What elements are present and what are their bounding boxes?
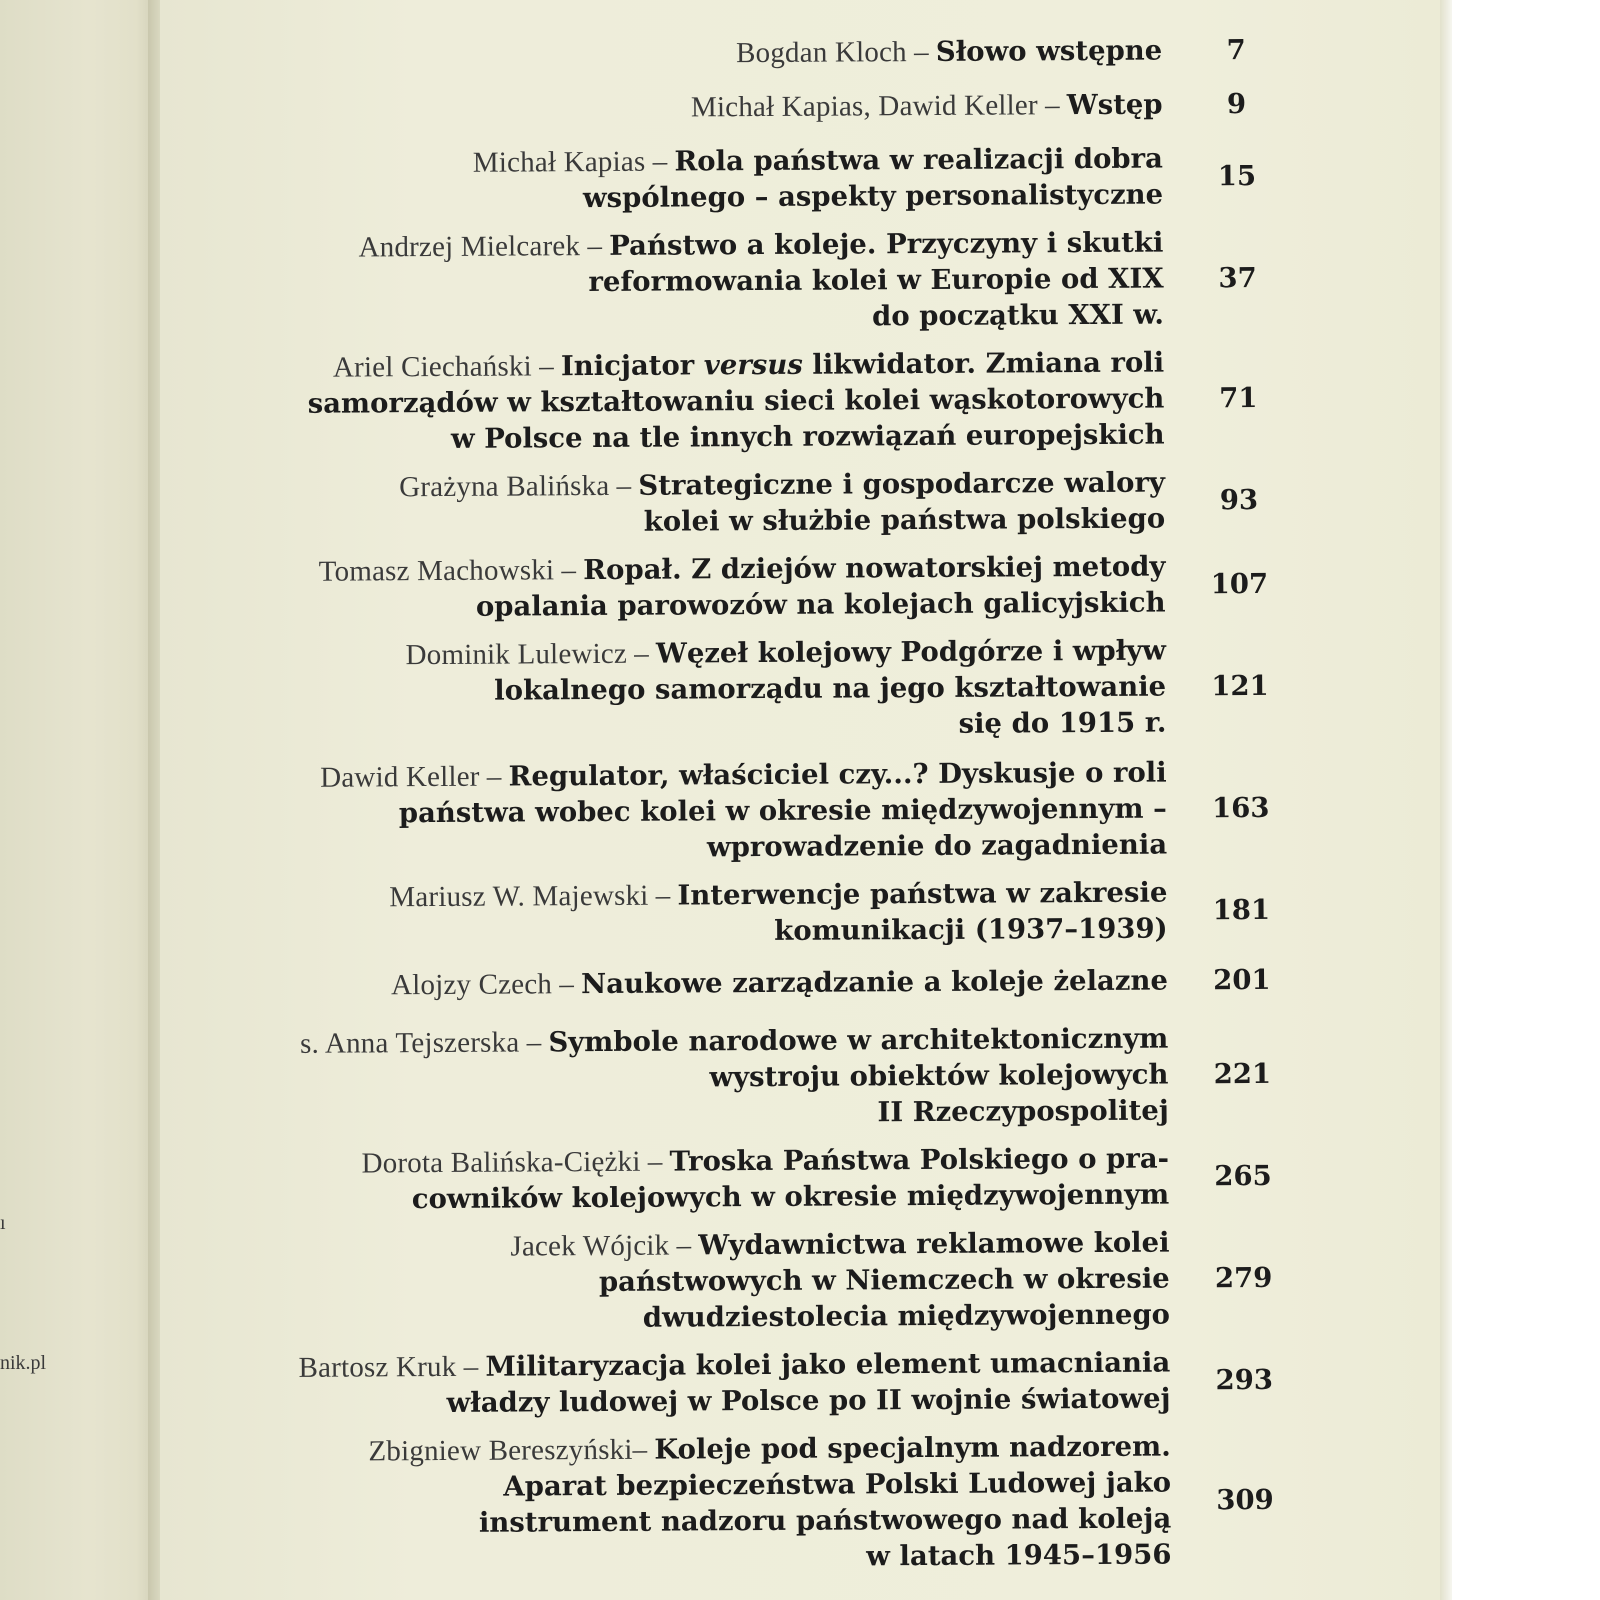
- toc-separator: –: [580, 229, 610, 263]
- toc-separator: –: [632, 1433, 655, 1466]
- toc-page-number: 7: [1226, 34, 1246, 67]
- toc-separator: –: [906, 35, 936, 69]
- toc-title-line: w Polsce na tle innych rozwiązań europejskich: [450, 418, 1165, 455]
- toc-separator: –: [609, 469, 639, 502]
- toc-author: Grażyna Balińska: [399, 469, 610, 504]
- toc-page-number: 309: [1216, 1483, 1274, 1517]
- toc-page-number: 279: [1214, 1261, 1273, 1295]
- toc-entry: [274, 754, 1295, 868]
- toc-author: Tomasz Machowski: [318, 554, 555, 588]
- toc-author: Michał Kapias, Dawid Keller: [690, 89, 1038, 124]
- toc-page-number: 221: [1213, 1057, 1272, 1091]
- toc-entry: [273, 548, 1293, 626]
- toc-title: [548, 1023, 1169, 1129]
- toc-page-number: 107: [1210, 567, 1269, 601]
- toc-entry: [279, 1428, 1300, 1578]
- toc-author: Bartosz Kruk: [298, 1350, 457, 1384]
- toc-title: [677, 877, 1167, 947]
- page-edge: [1440, 0, 1452, 1600]
- toc-entry: [271, 140, 1291, 218]
- table-of-contents: [270, 32, 1299, 1578]
- left-page-fragment: ı: [0, 1212, 6, 1234]
- toc-separator: –: [479, 760, 509, 793]
- toc-entry: [277, 1140, 1297, 1218]
- toc-title-line: II Rzeczypospolitej: [877, 1094, 1169, 1129]
- toc-entry-text: [277, 1225, 1170, 1338]
- toc-page-number: 201: [1213, 963, 1271, 997]
- toc-author: Zbigniew Bereszyński: [368, 1433, 633, 1468]
- left-page: [0, 0, 160, 1600]
- toc-title-line: państwa wobec kolei w okresie międzywojennym –: [398, 792, 1167, 830]
- toc-title-line: Rola państwa w realizacji dobra: [674, 142, 1164, 178]
- toc-page-number: 93: [1219, 483, 1259, 517]
- toc-entry: [278, 1344, 1298, 1422]
- toc-title-line: Koleje pod specjalnym nadzorem.: [654, 1430, 1171, 1466]
- toc-title-line: Strategiczne i gospodarcze walory: [638, 466, 1165, 502]
- toc-separator: –: [551, 968, 582, 1001]
- toc-entry-text: [271, 141, 1164, 218]
- toc-page-number: 293: [1215, 1363, 1274, 1397]
- toc-author: Michał Kapias: [472, 145, 646, 179]
- toc-entry-text: [278, 1345, 1171, 1422]
- toc-entry: [273, 464, 1293, 542]
- toc-separator: –: [531, 350, 561, 383]
- toc-page-number: 265: [1214, 1159, 1272, 1193]
- toc-entry: [275, 874, 1295, 952]
- toc-entry: [272, 344, 1293, 458]
- toc-title: [588, 227, 1164, 333]
- toc-page-number: 181: [1212, 893, 1271, 927]
- toc-title-line: do początku XXI w.: [871, 298, 1164, 333]
- toc-entry: [270, 86, 1290, 128]
- toc-author: Mariusz W. Majewski: [389, 879, 649, 914]
- toc-title: [446, 1347, 1170, 1419]
- toc-title-line: instrument nadzoru państwowego nad koleją: [478, 1502, 1172, 1539]
- toc-entry-text: [274, 755, 1167, 868]
- toc-page-number: 163: [1212, 791, 1270, 825]
- toc-title-line: Węzeł kolejowy Podgórze i wpływ: [655, 634, 1167, 670]
- toc-separator: –: [626, 637, 657, 670]
- toc-entry-text: [272, 345, 1165, 458]
- toc-separator: –: [519, 1026, 549, 1059]
- toc-title-line: Troska Państwa Polskiego o pra-: [669, 1142, 1170, 1178]
- toc-title-line: wprowadzenie do zagadnienia: [706, 828, 1168, 864]
- toc-entry: [274, 632, 1295, 746]
- toc-author: s. Anna Tejszerska: [300, 1026, 520, 1060]
- toc-author: Andrzej Mielcarek: [358, 230, 581, 264]
- toc-title: [1067, 89, 1163, 122]
- toc-separator: –: [456, 1350, 486, 1383]
- toc-title-line: Symbole narodowe w architektonicznym: [548, 1022, 1169, 1059]
- toc-title-line: Słowo wstępne: [935, 34, 1163, 68]
- toc-title: [399, 757, 1167, 864]
- toc-title-line: Aparat bezpieczeństwa Polski Ludowej jako: [503, 1466, 1172, 1503]
- left-page-fragment: nik.pl: [0, 1352, 47, 1374]
- toc-entry-text: [279, 1429, 1172, 1578]
- toc-title-line: Naukowe zarządzanie a koleje żelazne: [580, 964, 1169, 1001]
- toc-title-line: reformowania kolei w Europie od XIX: [588, 262, 1164, 299]
- toc-entry-text: [271, 225, 1164, 338]
- toc-title-line: Państwo a koleje. Przyczyny i skutki: [609, 226, 1164, 262]
- toc-title-line: likwidator. Zmiana roli: [802, 346, 1165, 381]
- toc-title: [638, 467, 1165, 538]
- toc-title-line: Militaryzacja kolei jako element umacniania: [485, 1346, 1171, 1383]
- toc-title-line: dwudziestolecia międzywojennego: [642, 1298, 1171, 1334]
- toc-entry: [276, 962, 1296, 1004]
- toc-author: Dawid Keller: [320, 760, 480, 794]
- toc-title-line: cowników kolejowych w okresie międzywojennym: [411, 1178, 1170, 1216]
- toc-author: Alojzy Czech: [390, 968, 553, 1002]
- toc-entry-text: [277, 1141, 1170, 1218]
- toc-entry: [277, 1224, 1298, 1338]
- toc-separator: –: [648, 879, 678, 912]
- toc-title: [936, 35, 1163, 68]
- toc-author: Ariel Ciechański: [332, 350, 532, 384]
- toc-title-line: samorządów w kształtowaniu sieci kolei wąskotorowych: [307, 382, 1165, 420]
- toc-title-line: Regulator, właściciel czy...? Dyskusje o roli: [508, 756, 1167, 793]
- toc-separator: –: [645, 145, 675, 178]
- toc-author: Jacek Wójcik: [510, 1229, 670, 1263]
- toc-entry: [276, 1020, 1297, 1134]
- toc-entry-text: [276, 1021, 1169, 1134]
- toc-separator: –: [669, 1229, 699, 1262]
- toc-title-line: wspólnego – aspekty personalistyczne: [582, 178, 1164, 215]
- toc-title-line: opalania parowozów na kolejach galicyjskich: [475, 586, 1166, 623]
- toc-entry-text: [276, 963, 1168, 1004]
- toc-page-number: 121: [1211, 669, 1269, 703]
- toc-title-line: władzy ludowej w Polsce po II wojnie światowej: [446, 1382, 1171, 1419]
- toc-entry-text: [270, 87, 1162, 128]
- toc-title-line: lokalnego samorządu na jego kształtowanie: [494, 670, 1167, 707]
- toc-title-line: Wstęp: [1066, 88, 1163, 122]
- toc-separator: –: [1037, 89, 1067, 122]
- toc-title-line: Interwencje państwa w zakresie: [677, 876, 1168, 912]
- toc-title-part: Inicjator: [560, 349, 704, 383]
- toc-title-line: się do 1915 r.: [958, 706, 1167, 740]
- toc-entry-text: [274, 633, 1167, 746]
- toc-entry-text: [275, 875, 1168, 952]
- toc-title: [581, 965, 1168, 1001]
- toc-author: Dominik Lulewicz: [405, 637, 628, 672]
- toc-title-line: w latach 1945–1956: [866, 1538, 1172, 1573]
- toc-entry-text: [273, 465, 1166, 542]
- toc-entry-text: [273, 549, 1166, 626]
- toc-title-italic: versus: [703, 348, 803, 382]
- toc-author: Dorota Balińska-Ciężki: [361, 1145, 641, 1180]
- toc-title-line: wystroju obiektów kolejowych: [709, 1058, 1169, 1094]
- toc-entry-text: [270, 33, 1162, 74]
- toc-page-number: 15: [1217, 159, 1257, 193]
- toc-page-number: 9: [1226, 88, 1247, 121]
- toc-author: Bogdan Kloch: [735, 36, 907, 70]
- toc-title-line: Wydawnictwa reklamowe kolei: [698, 1226, 1170, 1262]
- toc-title-line: państwowych w Niemczech w okresie: [598, 1262, 1170, 1299]
- toc-title-line: komunikacji (1937–1939): [774, 912, 1168, 947]
- toc-title-line: Ropał. Z dziejów nowatorskiej metody: [583, 550, 1166, 587]
- toc-title-line: kolei w służbie państwa polskiego: [643, 502, 1166, 538]
- toc-entry: [270, 32, 1290, 74]
- toc-page-number: 71: [1219, 381, 1258, 415]
- toc-entry: [271, 224, 1292, 338]
- toc-separator: –: [640, 1145, 670, 1178]
- toc-page-number: 37: [1218, 261, 1257, 295]
- toc-separator: –: [554, 554, 584, 587]
